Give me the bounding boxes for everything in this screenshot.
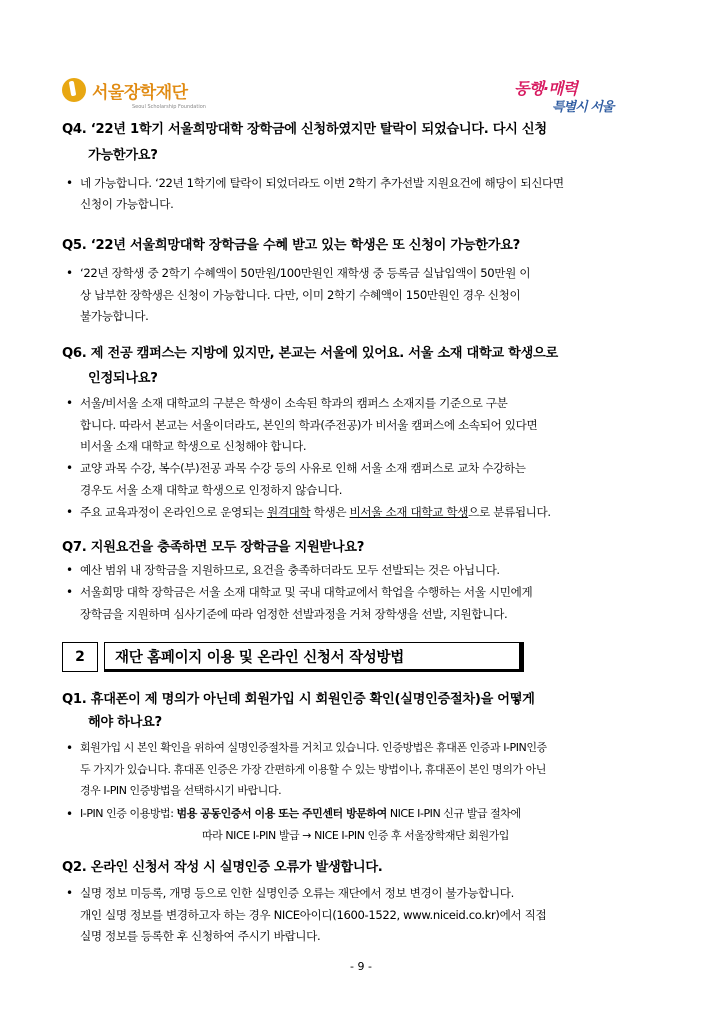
q4-answer-cont: 신청이 가능합니다. [80,197,174,211]
foundation-logo-text: 서울장학재단 [92,82,188,103]
slogan-line2: 특별시 서울 [552,100,614,115]
q6-answer-1-cont: 합니다. 따라서 본교는 서울이더라도, 본인의 학과(주전공)가 비서울 캠퍼스에 소속되어 있다면 [80,418,538,432]
s2-q1-answer-2: I-PIN 인증 이용방법: 범용 공동인증서 이용 또는 주민센터 방문하여 NICE I-PIN 신규 발급 절차에 [80,807,521,820]
s2-q1-title: Q1. 휴대폰이 제 명의가 아닌데 회원가입 시 회원인증 확인(실명인증절차)을 어떻게 [62,692,535,707]
page-number: - 9 - [350,960,372,973]
q5-answer: ‘22년 장학생 중 2학기 수혜액이 50만원/100만원인 재학생 중 등록금 실납입액이 50만원 이 [80,266,531,280]
ipin-method-highlight: 범용 공동인증서 이용 또는 주민센터 방문하여 [176,807,387,820]
bullet: • [66,176,74,190]
q5-answer-cont: 불가능합니다. [80,309,149,323]
q5-title: Q5. ‘22년 서울희망대학 장학금을 수혜 받고 있는 학생은 또 신청이 가능한가요? [62,238,520,253]
s2-q2-answer-cont: 실명 정보를 등록한 후 신청하여 주시기 바랍니다. [80,929,321,943]
bullet: • [66,807,74,821]
q6-answer-2-cont: 경우도 서울 소재 대학교 학생으로 인정하지 않습니다. [80,483,343,497]
q7-answer-2: 서울희망 대학 장학금은 서울 소재 대학교 및 국내 대학교에서 학업을 수행하는 서울 시민에게 [80,585,533,599]
bullet: • [66,461,74,475]
foundation-logo [62,74,188,106]
q6-answer-2: 교양 과목 수강, 복수(부)전공 과목 수강 등의 사유로 인해 서울 소재 캠퍼스로 교차 수강하는 [80,461,526,475]
q4-title-cont: 가능한가요? [88,148,158,163]
q7-title: Q7. 지원요건을 충족하면 모두 장학금을 지원받나요? [62,540,365,555]
foundation-emblem-icon [62,78,86,102]
seoul-slogan-logo [514,76,624,116]
s2-q2-title: Q2. 온라인 신청서 작성 시 실명인증 오류가 발생합니다. [62,860,383,875]
section-title: 재단 홈페이지 이용 및 온라인 신청서 작성방법 [104,642,524,672]
s2-q2-answer-cont: 개인 실명 정보를 변경하고자 하는 경우 NICE아이디(1600-1522, www.niceid.co.kr)에서 직접 [80,908,547,922]
q7-answer-2-cont: 장학금을 지원하며 심사기준에 따라 엄정한 선발과정을 거쳐 장학생을 선발, 지원합니다. [80,607,508,621]
bullet: • [66,266,74,280]
s2-q1-answer-1-cont: 두 가지가 있습니다. 휴대폰 인증은 가장 간편하게 이용할 수 있는 방법이나, 휴대폰이 본인 명의가 아닌 [80,763,546,776]
bullet: • [66,741,74,755]
bullet: • [66,505,74,519]
s2-q1-answer-2-cont: 따라 NICE I-PIN 발급 → NICE I-PIN 인증 후 서울장학재단 회원가입 [202,829,509,842]
non-seoul-term: 비서울 소재 대학교 학생 [349,505,469,519]
foundation-logo-subtitle: Seoul Scholarship Foundation [132,104,206,110]
bullet: • [66,585,74,599]
s2-q1-answer-1: 회원가입 시 본인 확인을 위하여 실명인증절차를 거치고 있습니다. 인증방법은 휴대폰 인증과 I-PIN인증 [80,741,547,754]
q7-answer-1: 예산 범위 내 장학금을 지원하므로, 요건을 충족하더라도 모두 선발되는 것은 아닙니다. [80,563,500,577]
q4-answer: 네 가능합니다. ‘22년 1학기에 탈락이 되었더라도 이번 2학기 추가선발 지원요건에 해당이 되신다면 [80,176,564,190]
slogan-line1: 동행·매력 [514,79,577,98]
q6-title-cont: 인정되나요? [88,371,158,386]
q6-answer-1-cont: 비서울 소재 대학교 학생으로 신청해야 합니다. [80,439,307,453]
remote-university-term: 원격대학 [266,505,311,519]
bullet: • [66,886,74,900]
s2-q1-answer-1-cont: 경우 I-PIN 인증방법을 선택하시기 바랍니다. [80,784,282,797]
q6-answer-1: 서울/비서울 소재 대학교의 구분은 학생이 소속된 학과의 캠퍼스 소재지를 기준으로 구분 [80,396,508,410]
q6-answer-3: 주요 교육과정이 온라인으로 운영되는 원격대학 학생은 비서울 소재 대학교 학생으로 분류됩니다. [80,505,551,519]
section-number: 2 [62,642,98,672]
q6-title: Q6. 제 전공 캠퍼스는 지방에 있지만, 본교는 서울에 있어요. 서울 소재 대학교 학생으로 [62,346,558,361]
q4-title: Q4. ‘22년 1학기 서울희망대학 장학금에 신청하였지만 탈락이 되었습니다. 다시 신청 [62,122,547,137]
q5-answer-cont: 상 납부한 장학생은 신청이 가능합니다. 다만, 이미 2학기 수혜액이 150만원인 경우 신청이 [80,288,521,302]
bullet: • [66,396,74,410]
s2-q2-answer: 실명 정보 미등록, 개명 등으로 인한 실명인증 오류는 재단에서 정보 변경이 불가능합니다. [80,886,514,900]
bullet: • [66,563,74,577]
s2-q1-title-cont: 해야 하나요? [88,715,162,730]
